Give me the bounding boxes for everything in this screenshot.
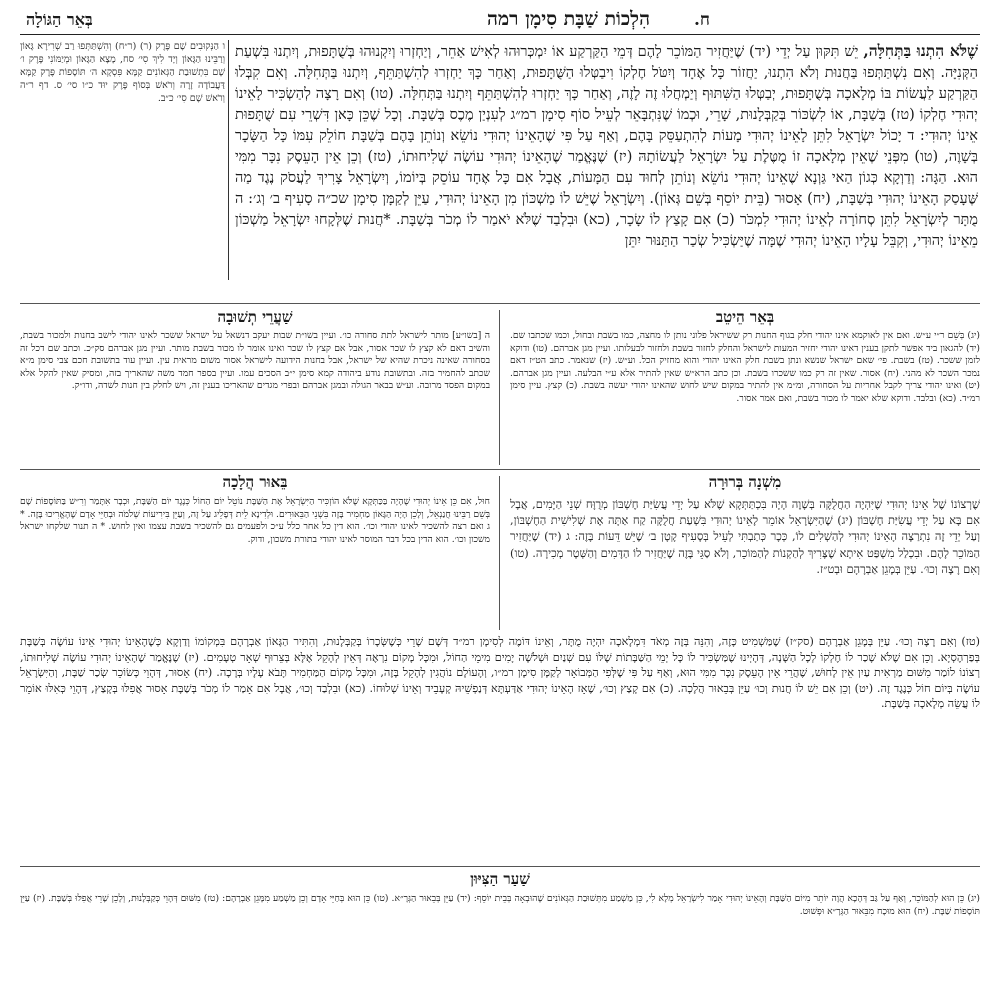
section-rule-1	[20, 303, 980, 304]
main-lead-words: שֶׁלֹּא הִתְנוּ בַּתְּחִלָּה,	[863, 41, 978, 60]
running-header	[300, 8, 980, 34]
beer-heitev-title: בְּאֵר הֵיטֵב	[715, 308, 775, 326]
shaarei-teshuva-title: שַׁעֲרֵי תְשׁוּבָה	[217, 308, 293, 326]
main-paragraph	[235, 40, 978, 252]
mishnah-berurah-text: שֶׁרְצוֹנוֹ שֶׁל אֵינוֹ יְהוּדִי שֶׁיִּהְיֶה הַחֲלֻקָּה בְּשָׁוֶה הָיָה בִּכְתַּתְּקָא שֶׁלֹּא עַל יְדֵי עֲשִׂיַּת חֶשְׁבּוֹן מְרֻוָּח שְׁנֵי הַיָּמִים, אֲבָל אִם בָּא עַל יְדֵי עֲשִׂיַּת חֶשְׁבּוֹן (יג) שֶׁהַיִּשְׂרָאֵל אוֹמֵר לָאֵינוֹ יְהוּדִי בִּשְׁעַת חֲלֻקָּה קַח אַתָּה אֶת שְׁלִישִׁית הַחֶשְׁבּוֹן, וְעַל יְדֵי זֶה נִתְרַצָּה הָאֵינוֹ יְהוּדִי לְהַשְׁלִים לוֹ, כְּכָר כְּתַבְתִּי לְעֵיל בְּסָעִיף קָטָן ב׳ שֶׁיֵּשׁ דֵּעוֹת בָּזֶה: ג (יד) שֶׁיַּחֲזִיר הַמּוֹכֵר לָהֶם. וּבִכְלַל מִשְׁפַּט אִיתָא שֶׁצָּרִיךְ לְהַקְנוֹת לְהַמּוֹכֵר, וְלֹא סַגֵּי בָּזֶה שֶׁיַּחֲזִיר לוֹ הַדָּמִים וְהַשְּׁטָר מְכִירָה. (טו) וְאִם רָצָה וְכוּ׳. עַיֵּן בְּמָגֵן אַבְרָהָם וּבְט״ז.	[510, 497, 980, 576]
shaarei-teshuva-text: ה [בשו״ע] מותר לישראל לתת סחורה כו׳. ועיין בשו״ת שבות יעקב דנשאל על ישראל ששכר לאינו יהודי לישב בחנות ולמכור בשבת, והשיב דאם לא קצץ לו שכר אסור, אבל אם קצץ לו שכר ואינו אומר לו מכור בשבת מותר. ועיין מגן אברהם סק״כ. וכתב שם דכל זה בסחורה שאינה ניכרת שהיא של ישראל, אבל בחנות הידועה לישראל אסור משום מראית עין. ועיין עוד בתשובת חכם צבי סימן מ״א שכתב להחמיר בזה. ובתשובת נודע ביהודה קמא סימן י״ב הסכים עמו. ועיין בספר חמד משה שהאריך בזה, ומסיק שאין להקל אלא במקום הפסד מרובה. וע״ש בבאר הגולה ובמגן אברהם ובפרי מגדים שהאריכו בענין זה, ויש לחלק בין חנות לשדה, ודו״ק.	[20, 330, 490, 392]
mishnah-berurah-title: מִשְׁנָה בְּרוּרָה	[708, 473, 782, 491]
biur-halacha-text: חוּל, אִם כֵּן אֵינוֹ יְהוּדִי שֶׁהָיָה בַּכַּתְּקָא שֶׁלֹּא הוֹזְכִּיר הַיִּשְׂרָאֵל אֶת הַשַּׁבָּת נוֹטֵל יוֹם הַחוֹל כְּנֶגֶד יוֹם הַשַּׁבָּת, וּכְבָר אִתָּמַר וְרִ״ש בַּתּוֹסָפוֹת שָׁם בְּשֵׁם רַבֵּינוּ חֲנַנְאֵל, וְלָכֵן הָיָה הַגָּאוֹן מַחְמִיר בָּזֶה בִּשְׁנֵי הַבֵּאוּרִים. וּלְדִינָא לֵית דְּפָלֵיג עַל זֶה, וְעַיֵּן בִּירִיעוֹת שְׁלֹמֹה וּבְחַיֵּי אָדָם שֶׁהֶאֱרִיכוּ בָּזֶה. * ג ואם רצה להשכיר לאינו יהודי וכו׳. הוא דין כל אחר כלל ע״כ ולפעמים גם להשכיר בשבת עצמו ואין לחוש. * ה תנור שלקחו ישראל משכון וכו׳. הוא הדין בכל דבר המוסר לאינו יהודי בתורת משכון, ודוק.	[20, 496, 490, 545]
main-body-text: יֵשׁ תִּקּוּן עַל יְדֵי (יד) שֶׁיַּחֲזִיר הַמּוֹכֵר לָהֶם דְּמֵי הַקַּרְקַע אוֹ יִמְכְּרוּהוּ לְאִישׁ אַחֵר, וְיַחְזְרוּ וְיִקְנוּהוּ בְּשֻׁתָּפוּת, וְיִתְנוּ בִּשְׁעַת הַקְּנִיָּה. וְאִם נִשְׁתַּתְּפוּ בַּחֲנוּת וְלֹא הִתְנוּ, יַחֲזוֹר כָּל אֶחָד וְיִטֹּל חֶלְקוֹ וִיבַטְּלוּ הַשֻּׁתָּפוּת, וְאַחַר כָּךְ יַחְזְרוּ לְהִשְׁתַּתֵּף, וְיִתְנוּ בַּתְּחִלָּה. וְאִם קִבְּלוּ הַקַּרְקַע לַעֲשׂוֹת בּוֹ מְלָאכָה בְּשֻׁתָּפוּת, יְבַטְּלוּ הַשִּׁתּוּף וְיַמְחֲלוּ זֶה לָזֶה, וְאַחַר כָּךְ יַחְזְרוּ לְהִשְׁתַּתֵּף וְיִתְנוּ בַּתְּחִלָּה. (טו) וְאִם רָצָה לְהַשְׂכִּיר לָאֵינוֹ יְהוּדִי חֶלְקוֹ (טז) בְּשַׁבָּת, אוֹ לִשְׂכּוֹר בְּקַבְּלָנוּת, שָׁרֵי, וּכְמוֹ שֶׁנִּתְבָּאֵר לְעֵיל סוֹף סִימָן רמ״ג לְעִנְיַן מֶכֶס בְּשַׁבָּת. וְכָל שֶׁכֵּן כָּאן דִּשְׁרֵי עִם שֻׁתָּפוּת אֵינוֹ יְהוּדִי: ד יָכוֹל יִשְׂרָאֵל לִתֵּן לָאֵינוֹ יְהוּדִי מָעוֹת לְהִתְעַסֵּק בָּהֶם, וְאַף עַל פִּי שֶׁהָאֵינוֹ יְהוּדִי נוֹשֵׂא וְנוֹתֵן בָּהֶם בְּשַׁבָּת חוֹלֵק עִמּוֹ כָּל הַשָּׂכָר בְּשָׁוֶה, (טו) מִפְּנֵי שֶׁאֵין מְלָאכָה זוֹ מֻטֶּלֶת עַל יִשְׂרָאֵל לַעֲשׂוֹתָהּ (יז) שֶׁנֶּאֱמַר שֶׁהָאֵינוֹ יְהוּדִי עוֹשֶׂה שְׁלִיחוּתוֹ, (טז) וְכֵן אֵין הָעֵסֶק נִכָּר מִמִּי הוּא. הַגָּה: וְדַוְקָא כְּגוֹן הַאי גַּוְנָא שֶׁאֵינוֹ יְהוּדִי נוֹשֵׂא וְנוֹתֵן לְחוּד עִם הַמָּעוֹת, אֲבָל אִם כָּל אֶחָד עוֹסֵק בְּיוֹמוֹ, וְיִשְׂרָאֵל צָרִיךְ לַעֲסֹק נֶגֶד מַה שֶּׁעָסַק הָאֵינוֹ יְהוּדִי בְּשַׁבָּת, (יח) אָסוּר (בֵּית יוֹסֵף בְּשֵׁם גְּאוֹן). וְיִשְׂרָאֵל שֶׁיֵּשׁ לוֹ מַשְׁכּוֹן מִן הָאֵינוֹ יְהוּדִי, עַיֵּן לְקַמָּן סִימָן שכ״ה סָעִיף ב׳ וְג׳: ה מֻתָּר לְיִשְׂרָאֵל לִתֵּן סְחוֹרָה לְאֵינוֹ יְהוּדִי לִמְכֹּר (כ) אִם קָצַץ לוֹ שָׂכָר, (כא) וּבִלְבַד שֶׁלֹּא יֹאמַר לוֹ מְכֹר בְּשַׁבָּת. *חֲנוּת שֶׁלְּקָחוּ יִשְׂרָאֵל מַשְׁכּוֹן מֵאֵינוֹ יְהוּדִי, וְקִבֵּל עָלָיו הָאֵינוֹ יְהוּדִי שֶׁמָּה שֶׁיַּשְׂכִּיל שְׂכַר הַתַּנּוּר יִתֵּן	[235, 44, 978, 249]
beer-heitev-text: (יג) בְּשֵׁם ר״י ע״ש. ואם אין לאוקמא אינו יהודי חלק בגוף החנות רק ששיראל פלוני נותן לו מחצה, כמו בשבת ובחול, וכמו שכתבו שם. (יד) להגאון ביד אפשר לתקן בענין דאינו יהודי יחזיר המעות לישראל והחלק לחזור בשבת ולחזור לבעלותו. ועיין מגן אברהם. (טו) ודוקא לזמן ששכר. (טז) בשבת. פי׳ שאם ישראל שנשא ונתן בשבת חלק האינו יהודי והוא מחזיק הכל. וע״ש. (יז) שנאמר. כתב הט״ז דאם נמכר השכר לא מהני. (יח) אסור. שאין זה רק כמו ששכרו בשבת. וכן כתב הרא״ש שאין להתיר אלא ע״י הבלעה. ועיין מגן אברהם. (יט) ואינו יהודי צריך לקבל אחריות על הסחורה, ומ״מ אין להתיר במקום שיש לחוש שהאינו יהודי יעשה בשבת. (כ) קצץ. עיין סימן רמ״ד. (כא) ובלבד. ודוקא שלא יאמר לו מכור בשבת, ואם אמר אסור.	[510, 330, 980, 404]
page-title: הִלְכוֹת שַׁבָּת סִימָן רמה	[486, 8, 650, 30]
main-text-block	[235, 40, 978, 300]
side-column-divider	[228, 40, 229, 280]
header-rule	[20, 34, 980, 35]
side-column-title: בְּאֵר הַגּוֹלָה	[26, 10, 93, 29]
side-column-text: ו הַנְּקוּבִים שָׁם פֶּרֶק (ר) (ר״ח) וְהִשְׁתַּתְּפוּ רַב שְׁרִירָא גָּאוֹן וְרַבֵּינוּ הַגָּאוֹן וְיָד לִיךְ סִי׳ סח, מָצָא הַגָּאוֹן וּמְיַמּוֹנִי פֶּרֶק ו׳ שָׁם בִּתְשׁוּבַת הַגְּאוֹנִים קַמָּא פִּסְקָא ה׳ תּוֹסָפוֹת פֶּרֶק קַמָּא דַּעֲבוֹדָה זָרָה וְרֹאשׁ בְּסוֹף פֶּרֶק יוּד כ״ו סי׳ ס. דף ר״ה וְרֹאשׁ שָׁם סִי׳ כ״ב.	[20, 41, 225, 104]
chapter-marker: ח.	[694, 10, 710, 30]
column-divider-1	[499, 310, 500, 465]
column-divider-2	[499, 476, 500, 630]
mishnah-berurah-continued: (טז) וְאִם רָצָה וְכוּ׳. עַיֵּן בְּמָגֵן אַבְרָהָם (סק״ז) שֶׁמַּשְׁמִיט כָּזֶה, וְהִנֵּה בְּזֶה מְאֹד דִּמְלָאכָה יִהְיֶה מֻתָּר, וְאֵינוֹ דּוֹמֶה לְסִימָן רמ״ד דְּשָׁם שָׁרֵי כְּשֶׁשְּׂכָרוֹ בְּקַבְּלָנוּת, וְהִתִּיר הַגָּאוֹן אַבְרָהָם בִּמְקוֹמוֹ וְדַוְקָא כְּשֶׁהָאֵינוֹ יְהוּדִי אֵינוֹ עוֹשֶׂה בְּשַׁבָּת בְּפַרְהֶסְיָא. וְכֵן אִם שֶׁלֹּא שָׁכַר לוֹ חֶלְקוֹ לְכָל הַשָּׁנָה, דְּהָיְינוּ שֶׁמַּשְׂכִּיר לוֹ כָּל יְמֵי הַשַּׁבָּתוֹת שֶׁלּוֹ עִם שְׁנַיִם וּשְׁלֹשָׁה יָמִים מִימֵי הַחוֹל, וּמִכָּל מָקוֹם נִרְאֶה דְּאֵין לְהָקֵל אֶלָּא בְּצֵרוּף שְׁאָר טְעָמִים. (יז) שֶׁנֶּאֱמַר שֶׁהָאֵינוֹ יְהוּדִי עוֹשֶׂה שְׁלִיחוּתוֹ, רְצוֹנוֹ לוֹמַר מִשּׁוּם מַרְאִית עַיִן אֵין לָחוּשׁ, שֶׁהֲרֵי אֵין הָעֵסֶק נִכָּר מִמִּי הוּא, וְאַף עַל פִּי שֶׁלְּפִי הַמְּבוֹאָר לְקַמָּן סִימָן רמ״ו, וְהָעוֹלָם נוֹהֲגִין לְהָקֵל בָּזֶה, וּמִכָּל מָקוֹם הַמַּחְמִיר תָּבֹא עָלָיו בְּרָכָה. (יח) אָסוּר, דְּהָוֵי כְּשׂוֹכֵר שְׂכַר שַׁבָּת, וְהַיִּשְׂרָאֵל עוֹשֶׂה בְּיוֹם חוֹל כְּנֶגֶד זֶה. (יט) וְכֵן אִם יֵשׁ לוֹ חֲנוּת וְכוּ׳ עַיֵּן בְּבֵאוּר הֲלָכָה. (כ) אִם קָצַץ וְכוּ׳, שֶׁאָז הָאֵינוֹ יְהוּדִי אַדַּעְתָּא דְּנַפְשֵׁיהּ קָעָבֵיד וְאֵינוֹ שְׁלוּחוֹ. (כא) וּבִלְבַד וְכוּ׳, אֲבָל אִם אָמַר לוֹ מְכֹר בְּשַׁבָּת אָסוּר אֲפִלּוּ בְּקָצַץ, דְּהָוֵי כְּאִלּוּ אוֹמֵר לוֹ עֲשֵׂה מְלָאכָה בְּשַׁבָּת.	[20, 635, 980, 711]
shaar-hatziyun-title: שַׁעַר הַצִּיּוּן	[470, 870, 530, 888]
section-rule-3	[20, 866, 980, 867]
section-rule-2	[20, 469, 980, 470]
biur-halacha-title: בֵּאוּר הֲלָכָה	[222, 473, 288, 491]
shaar-hatziyun-text: (יג) כֵּן הוּא לְהַמּוֹכֵר, וְאַף עַל גַּב דְּהָכָא הֲוָה יוֹתֵר מִיּוֹם הַשַּׁבָּת וְהָאֵינוֹ יְהוּדִי אָמַר לִישְׂרָאֵל מְלָא לִי, כֵּן מַשְׁמַע מִתְּשׁוּבַת הַגְּאוֹנִים שֶׁהוּבְאָה בְּבֵית יוֹסֵף: (יד) עַיֵּן בְּבֵאוּר הַגְּרָ״א. (טו) כֵּן הוּא בְּחַיֵּי אָדָם וְכֵן מַשְׁמַע מִמָּגֵן אַבְרָהָם: (טז) מִשּׁוּם דְּהָוֵי כְּקַבְּלָנוּת, וְלָכֵן שָׁרֵי אֲפִלּוּ בְּשַׁבָּת. (יז) עַיֵּן תּוֹסָפוֹת שַׁבָּת. (יח) הוּא מוּכָח מִבֵּאוּר הַגְּרָ״א וּפְשׁוּט.	[20, 893, 980, 917]
